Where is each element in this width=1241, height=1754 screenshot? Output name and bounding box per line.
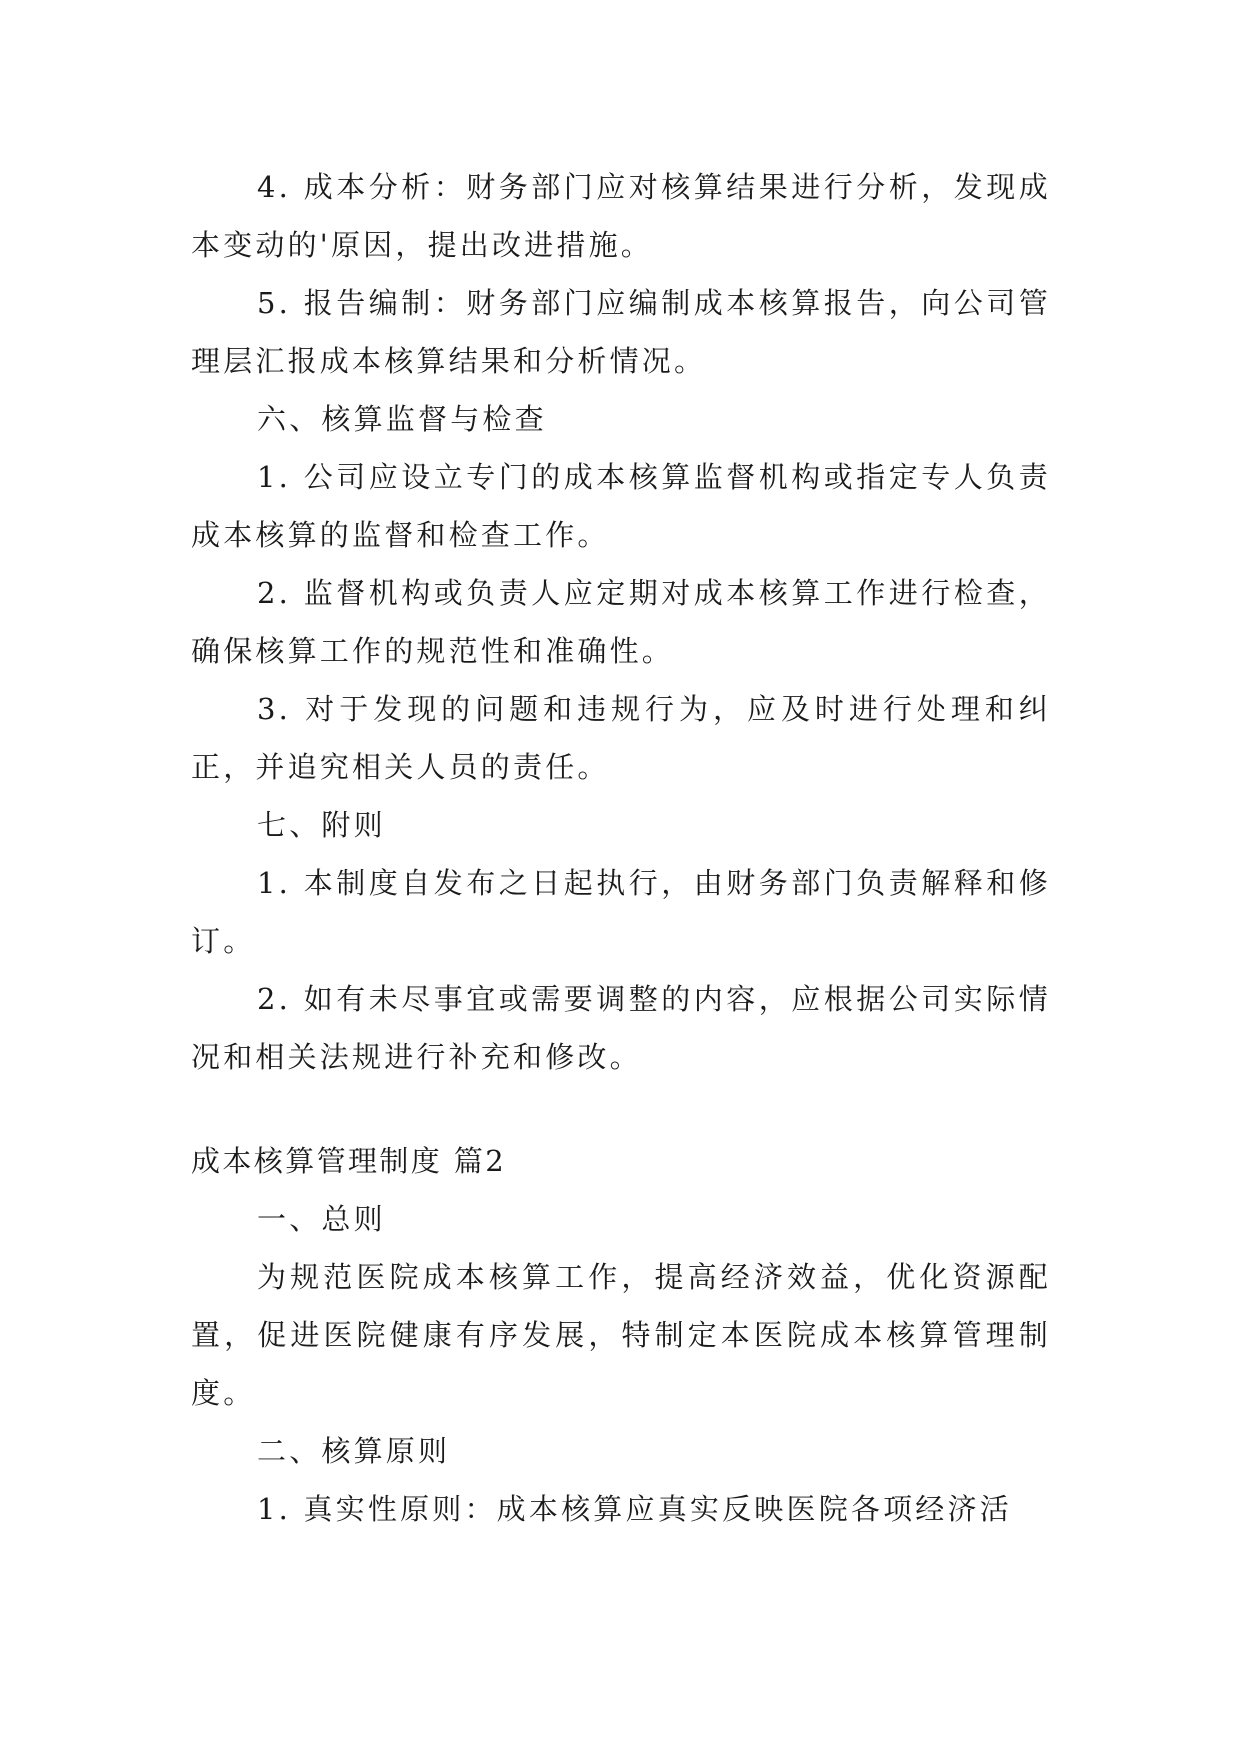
paragraph-supervision-3: 3. 对于发现的问题和违规行为，应及时进行处理和纠正，并追究相关人员的责任。: [191, 692, 1051, 784]
paragraph-general-intro: 为规范医院成本核算工作，提高经济效益，优化资源配置，促进医院健康有序发展，特制定本医院成本核算管理制度。: [191, 1260, 1051, 1410]
section-heading-supplementary: 七、附则: [257, 808, 386, 842]
section-heading-general: 一、总则: [257, 1202, 386, 1236]
paragraph-principle-1: 1. 真实性原则：成本核算应真实反映医院各项经济活: [257, 1492, 1012, 1526]
paragraph-supplementary-2: 2. 如有未尽事宜或需要调整的内容，应根据公司实际情况和相关法规进行补充和修改。: [191, 982, 1051, 1074]
section-heading-supervision: 六、核算监督与检查: [257, 402, 547, 436]
article-title: 成本核算管理制度 篇2: [191, 1144, 507, 1178]
paragraph-report-compilation: 5. 报告编制：财务部门应编制成本核算报告，向公司管理层汇报成本核算结果和分析情况。: [191, 286, 1051, 378]
document-body: [191, 158, 1051, 1538]
paragraph-cost-analysis: 4. 成本分析：财务部门应对核算结果进行分析，发现成本变动的'原因，提出改进措施。: [191, 170, 1051, 262]
section-heading-principles: 二、核算原则: [257, 1434, 451, 1468]
paragraph-supervision-1: 1. 公司应设立专门的成本核算监督机构或指定专人负责成本核算的监督和检查工作。: [191, 460, 1051, 552]
paragraph-supplementary-1: 1. 本制度自发布之日起执行，由财务部门负责解释和修订。: [191, 866, 1051, 958]
paragraph-supervision-2: 2. 监督机构或负责人应定期对成本核算工作进行检查，确保核算工作的规范性和准确性。: [191, 576, 1051, 668]
